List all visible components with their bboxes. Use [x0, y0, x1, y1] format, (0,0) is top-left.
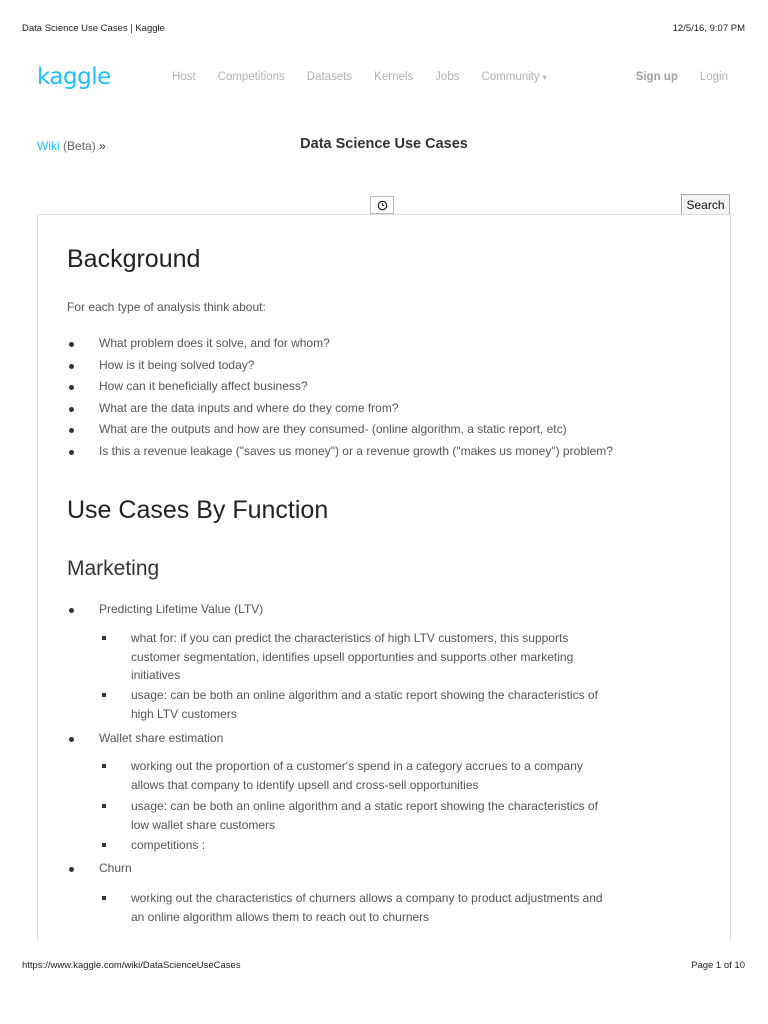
wiki-content [37, 214, 731, 941]
search-input[interactable] [536, 194, 679, 215]
top-navigation [37, 58, 728, 98]
list-item: How can it beneficially affect business? [67, 379, 687, 401]
clock-icon [377, 200, 388, 211]
login-link[interactable]: Login [699, 71, 728, 83]
list-item: usage: can be both an online algorithm and a static report showing the characteristics of low wallet share customers [67, 797, 607, 836]
background-intro: For each type of analysis think about: [67, 300, 266, 314]
breadcrumb-wiki-link[interactable]: Wiki [37, 139, 60, 153]
community-label: Community [481, 71, 540, 83]
print-page-number: Page 1 of 10 [691, 960, 745, 971]
print-datetime: 12/5/16, 9:07 PM [672, 23, 745, 34]
nav-link-competitions[interactable]: Competitions [217, 71, 285, 83]
caret-down-icon: ▾ [542, 73, 547, 82]
breadcrumb-separator: » [99, 139, 106, 153]
list-item: How is it being solved today? [67, 358, 687, 380]
search-button[interactable]: Search [681, 194, 730, 215]
churn-sublist [67, 889, 607, 926]
signup-link[interactable]: Sign up [635, 71, 678, 83]
kaggle-logo[interactable]: kaggle [37, 64, 111, 90]
use-cases-heading: Use Cases By Function [67, 496, 329, 524]
marketing-wallet [67, 731, 687, 745]
list-item: working out the proportion of a customer's spend in a category accrues to a company allows that company to identify upsell and cross-sell opportunities [67, 757, 607, 797]
list-item: What are the data inputs and where do they come from? [67, 401, 687, 423]
list-item: Predicting Lifetime Value (LTV) [67, 602, 687, 616]
list-item: usage: can be both an online algorithm and a static report showing the characteristics of high LTV customers [67, 686, 607, 723]
list-item: Is this a revenue leakage ("saves us money") or a revenue growth ("makes us money") problem? [67, 444, 687, 466]
list-item: competitions : [67, 836, 607, 855]
list-item: what for: if you can predict the characteristics of high LTV customers, this supports customer segmentation, identifies upsell opportunties and supports other marketing initiatives [67, 629, 607, 686]
print-url: https://www.kaggle.com/wiki/DataScienceUseCases [22, 960, 241, 971]
nav-link-community[interactable] [481, 71, 546, 83]
nav-link-datasets[interactable]: Datasets [306, 71, 353, 83]
list-item: What problem does it solve, and for whom? [67, 336, 687, 358]
nav-links [172, 71, 569, 83]
background-list [67, 336, 687, 466]
marketing-ltv [67, 602, 687, 616]
list-item: Wallet share estimation [67, 731, 687, 745]
list-item: What are the outputs and how are they consumed- (online algorithm, a static report, etc) [67, 422, 687, 444]
auth-links [636, 71, 728, 83]
history-button[interactable] [370, 196, 394, 214]
marketing-heading: Marketing [67, 557, 160, 580]
background-heading: Background [67, 245, 201, 273]
wallet-sublist [67, 757, 607, 855]
list-item: Churn [67, 861, 687, 875]
page-title: Data Science Use Cases [300, 136, 468, 152]
breadcrumb-beta: (Beta) [63, 139, 96, 153]
nav-link-jobs[interactable]: Jobs [435, 71, 460, 83]
nav-link-kernels[interactable]: Kernels [374, 71, 414, 83]
print-page-title: Data Science Use Cases | Kaggle [22, 23, 165, 34]
print-footer [22, 960, 745, 971]
nav-link-host[interactable]: Host [172, 71, 196, 83]
marketing-churn [67, 861, 687, 875]
ltv-sublist [67, 629, 607, 723]
list-item: working out the characteristics of churners allows a company to product adjustments and an online algorithm allows them to reach out to churners [67, 889, 607, 926]
print-header [22, 23, 745, 34]
